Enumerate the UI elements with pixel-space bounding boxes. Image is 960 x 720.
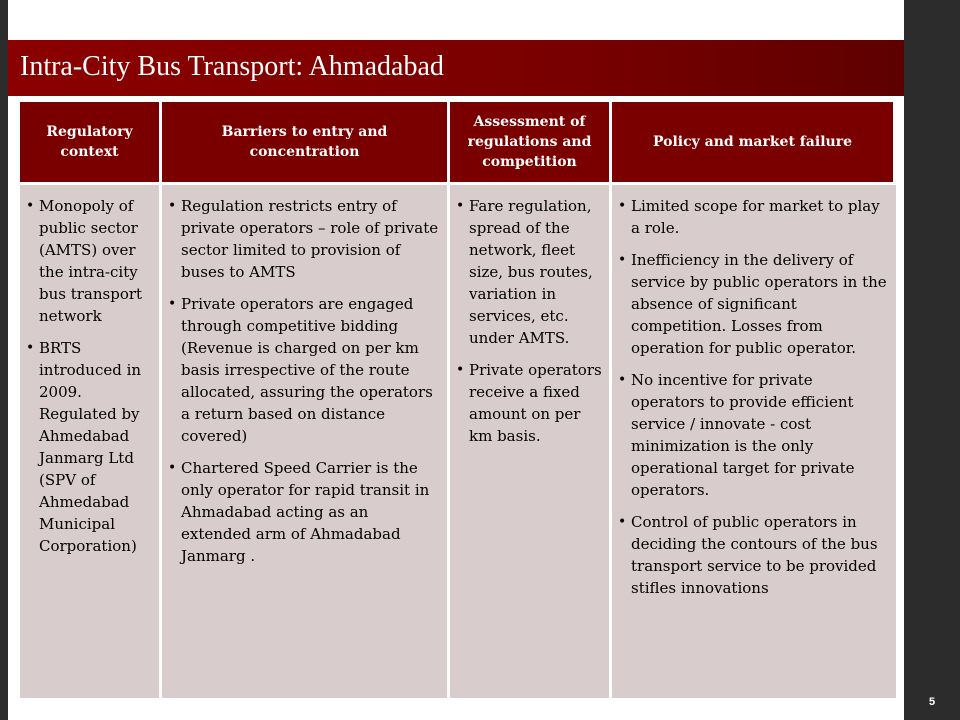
bullet-item: • Chartered Speed Carrier is the only operator for rapid transit in Ahmadabad acting as an extended arm of Ahmadabad Janmarg . bbox=[168, 457, 441, 567]
comparison-table bbox=[20, 102, 896, 698]
title-bar bbox=[8, 40, 904, 96]
bullet-item: • Limited scope for market to play a role. bbox=[618, 195, 890, 239]
header-regulatory-context: Regulatory context bbox=[20, 102, 162, 182]
bullet-list bbox=[168, 195, 441, 567]
bullet-item: • Private operators receive a fixed amount on per km basis. bbox=[456, 359, 603, 447]
header-barriers-to-entry: Barriers to entry and concentration bbox=[162, 102, 450, 182]
bullet-item: • Control of public operators in deciding the contours of the bus transport service to be provided stifles innovations bbox=[618, 511, 890, 599]
bullet-item: • Private operators are engaged through competitive bidding (Revenue is charged on per km basis irrespective of the route allocated, assuring the operators a return based on distance covered) bbox=[168, 293, 441, 447]
cell-barriers-to-entry bbox=[162, 182, 450, 698]
left-border bbox=[0, 0, 8, 720]
right-border bbox=[904, 0, 960, 720]
bullet-item: • No incentive for private operators to provide efficient service / innovate - cost minimization is the only operational target for private operators. bbox=[618, 369, 890, 501]
cell-regulatory-context bbox=[20, 182, 162, 698]
cell-policy-market-failure bbox=[612, 182, 896, 698]
bullet-list bbox=[618, 195, 890, 599]
bullet-list bbox=[26, 195, 153, 557]
bullet-item: • Monopoly of public sector (AMTS) over the intra-city bus transport network bbox=[26, 195, 153, 327]
bullet-item: • BRTS introduced in 2009. Regulated by Ahmedabad Janmarg Ltd (SPV of Ahmedabad Municipal Corporation) bbox=[26, 337, 153, 557]
page-number: 5 bbox=[928, 696, 936, 708]
cell-assessment bbox=[450, 182, 612, 698]
bullet-item: • Fare regulation, spread of the network, fleet size, bus routes, variation in services, etc. under AMTS. bbox=[456, 195, 603, 349]
header-policy-market-failure: Policy and market failure bbox=[612, 102, 896, 182]
slide-title: Intra-City Bus Transport: Ahmadabad bbox=[20, 51, 444, 82]
bullet-list bbox=[456, 195, 603, 447]
bullet-item: • Regulation restricts entry of private operators – role of private sector limited to provision of buses to AMTS bbox=[168, 195, 441, 283]
header-assessment: Assessment of regulations and competition bbox=[450, 102, 612, 182]
bullet-item: • Inefficiency in the delivery of service by public operators in the absence of significant competition. Losses from operation for public operator. bbox=[618, 249, 890, 359]
